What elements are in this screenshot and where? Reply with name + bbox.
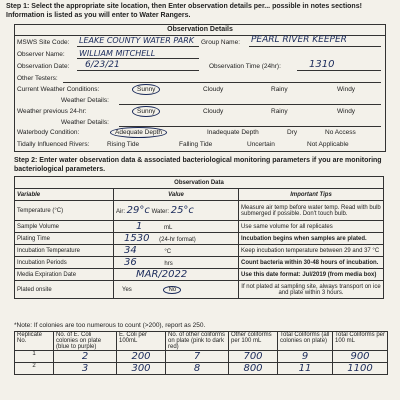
incubation-temp-unit: °C [164, 249, 172, 255]
replicate-1-ecoli[interactable]: 2 [54, 351, 117, 363]
plated-onsite-variable: Plated onsite [15, 281, 114, 299]
waterbody-label: Waterbody Condition: [17, 129, 80, 136]
header-total-per-100ml: Total Coliforms per 100 mL [333, 332, 388, 351]
observation-date-value[interactable]: 6/23/21 [85, 60, 120, 70]
plating-time-tip: Incubation begins when samples are plated. [239, 233, 384, 245]
header-ecoli-colonies: No. of E. Coli colonies on plate (blue to purple) [54, 332, 117, 351]
observation-time-value[interactable]: 1310 [309, 59, 335, 70]
col-variable: Variable [15, 189, 114, 201]
replicate-2-ecoli[interactable]: 3 [54, 363, 117, 375]
observation-time-underline [297, 70, 381, 71]
plating-time-hand[interactable]: 1530 [124, 233, 150, 244]
replicate-2-no: 2 [15, 363, 54, 375]
replicate-1-other-100ml[interactable]: 700 [229, 351, 278, 363]
incubation-periods-unit: hrs [164, 261, 173, 267]
previous-weather-windy[interactable]: Windy [337, 108, 356, 115]
other-testers-underline [63, 82, 381, 83]
incubation-temp-hand[interactable]: 34 [124, 245, 137, 256]
step2-instructions: Step 2: Enter water observation data & associated bacteriological monitoring parameters if you are monitoring bacteriological parameters. [14, 157, 382, 173]
plated-onsite-yes[interactable]: Yes [122, 286, 132, 293]
previous-weather-sunny[interactable] [137, 108, 160, 115]
observer-name-value[interactable]: WILLIAM MITCHELL [79, 49, 156, 58]
weather-details-label-2: Weather Details: [61, 119, 109, 126]
replicate-2-other[interactable]: 8 [166, 363, 229, 375]
replicate-2-total-100ml[interactable]: 1100 [333, 363, 388, 375]
media-expiration-tip: Use this date format: Jul/2019 (from media box) [239, 269, 384, 281]
col-value: Value [114, 189, 239, 201]
plating-time-variable: Plating Time [15, 233, 114, 245]
site-code-label: MSWS Site Code: [17, 39, 70, 46]
step1-instructions: Step 1: Select the appropriate site location, then Enter observation details per... possible in notes sections! Information is listed as you will enter to Water Rangers. [6, 3, 362, 19]
sample-volume-tip: Use same volume for all replicates [239, 221, 384, 233]
observation-data-table [14, 176, 384, 299]
current-weather-windy[interactable]: Windy [337, 86, 356, 93]
replicate-2-ecoli-100ml[interactable]: 300 [117, 363, 166, 375]
observation-date-underline [77, 70, 199, 71]
replicate-1-other[interactable]: 7 [166, 351, 229, 363]
group-name-underline [249, 46, 381, 47]
incubation-temp-variable: Incubation Temperature [15, 245, 114, 257]
site-code-underline [77, 46, 199, 47]
incubation-periods-value[interactable] [114, 257, 239, 269]
plated-onsite-no-circled[interactable]: No [163, 286, 181, 294]
observation-time-label: Observation Time (24hr): [209, 63, 281, 70]
other-testers-label: Other Testers: [17, 75, 58, 82]
replicate-1-total-100ml[interactable]: 900 [333, 351, 388, 363]
tidal-not-applicable[interactable]: Not Applicable [307, 141, 349, 148]
header-total-coliforms: Total Coliforms (all colonies on plate) [278, 332, 333, 351]
row-plating-time [15, 233, 384, 245]
incubation-periods-tip: Count bacteria within 30-48 hours of incubation. [239, 257, 384, 269]
weather-details-underline [119, 104, 381, 105]
plated-onsite-value[interactable] [114, 281, 239, 299]
water-label: Water: [151, 209, 170, 215]
temperature-tip: Measure air temp before water temp. Read with bulb submerged if possible. Don't touch bulb. [239, 201, 384, 221]
replicate-1-ecoli-100ml[interactable]: 200 [117, 351, 166, 363]
current-weather-label: Current Weather Conditions: [17, 86, 100, 93]
replicate-2-other-100ml[interactable]: 800 [229, 363, 278, 375]
observation-data-title: Observation Data [15, 177, 384, 189]
too-numerous-note: *Note: If colonies are too numerous to count (>200), report as 250. [14, 322, 206, 329]
tidal-falling[interactable]: Falling Tide [179, 141, 213, 148]
tidal-rising[interactable]: Rising Tide [107, 141, 140, 148]
waterbody-selected-circle: Adequate Depth [110, 127, 167, 138]
row-media-expiration [15, 269, 384, 281]
row-plated-onsite [15, 281, 384, 299]
weather-details-label: Weather Details: [61, 97, 109, 104]
waterbody-dry[interactable]: Dry [287, 129, 298, 136]
group-name-label: Group Name: [201, 39, 241, 46]
weather-previous-label: Weather previous 24-hr: [17, 108, 87, 115]
replicate-2-total[interactable]: 11 [278, 363, 333, 375]
sample-volume-hand[interactable]: 1 [136, 221, 143, 232]
previous-weather-rainy[interactable]: Rainy [271, 108, 288, 115]
header-other-per-100ml: Other coliforms per 100 mL [229, 332, 278, 351]
current-weather-rainy[interactable]: Rainy [271, 86, 288, 93]
tidal-uncertain[interactable]: Uncertain [247, 141, 275, 148]
observation-details-title: Observation Details [15, 25, 385, 36]
incubation-periods-variable: Incubation Periods [15, 257, 114, 269]
plating-time-value[interactable] [114, 233, 239, 245]
replicate-1-no: 1 [15, 351, 54, 363]
previous-weather-cloudy[interactable]: Cloudy [203, 108, 224, 115]
observation-date-label: Observation Date: [17, 63, 70, 70]
media-expiration-value[interactable] [114, 269, 239, 281]
air-label: Air: [116, 209, 125, 215]
header-other-coliforms: No. of other coliforms on plate (pink to dark red) [166, 332, 229, 351]
current-weather-sunny[interactable] [137, 86, 160, 93]
replicate-row [15, 363, 388, 375]
weather-details-underline-2 [119, 126, 381, 127]
header-replicate-no: Replicate No. [15, 332, 54, 351]
header-ecoli-per-100ml: E. Coli per 100mL [117, 332, 166, 351]
temperature-value[interactable] [114, 201, 239, 221]
previous-weather-selected-circle: Sunny [132, 106, 160, 117]
waterbody-adequate[interactable] [115, 129, 167, 136]
air-value[interactable]: 29°c [126, 205, 150, 216]
replicate-1-total[interactable]: 9 [278, 351, 333, 363]
group-name-value[interactable]: PEARL RIVER KEEPER [251, 35, 347, 45]
sample-volume-variable: Sample Volume [15, 221, 114, 233]
row-temperature [15, 201, 384, 221]
incubation-temp-value[interactable] [114, 245, 239, 257]
plating-time-unit: (24-hr format) [159, 237, 196, 243]
observer-name-label: Observer Name: [17, 51, 65, 58]
media-expiration-hand[interactable]: MAR/2022 [136, 269, 188, 280]
temperature-variable: Temperature (°C) [15, 201, 114, 221]
waterbody-no-access[interactable]: No Access [325, 129, 356, 136]
tidal-label: Tidally Influenced Rivers: [17, 141, 90, 148]
sample-volume-value[interactable] [114, 221, 239, 233]
col-tips: Important Tips [239, 189, 384, 201]
row-sample-volume [15, 221, 384, 233]
incubation-periods-hand[interactable]: 36 [124, 257, 137, 268]
current-weather-selected-circle: Sunny [132, 84, 160, 95]
replicate-row [15, 351, 388, 363]
incubation-temp-tip: Keep incubation temperature between 29 and 37 °C [239, 245, 384, 257]
current-weather-cloudy[interactable]: Cloudy [203, 86, 224, 93]
sample-volume-unit: mL [164, 225, 173, 231]
observer-name-underline [77, 58, 199, 59]
replicate-table [14, 331, 388, 375]
waterbody-inadequate[interactable]: Inadequate Depth [207, 129, 259, 136]
water-value[interactable]: 25°c [170, 205, 194, 216]
media-expiration-variable: Media Expiration Date [15, 269, 114, 281]
plated-onsite-tip: If not plated at sampling site, always transport on ice and plate within 3 hours. [239, 281, 384, 299]
observation-details-box [14, 24, 386, 152]
replicate-header-row [15, 332, 388, 351]
site-code-value[interactable]: LEAKE COUNTY WATER PARK [79, 36, 195, 45]
row-incubation-temp [15, 245, 384, 257]
row-incubation-periods [15, 257, 384, 269]
